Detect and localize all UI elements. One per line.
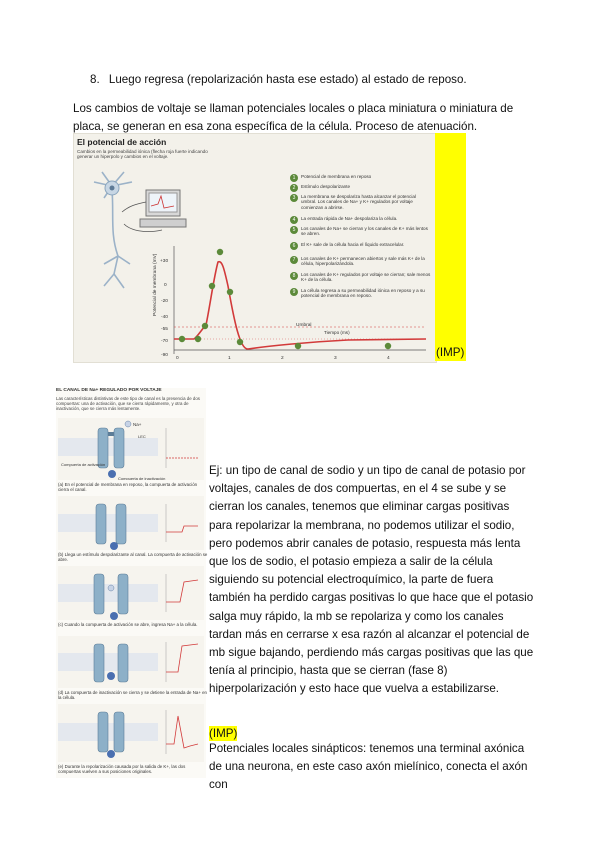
list-item-step-8 [90, 71, 570, 89]
activation-gate-label: Compuerta de activación [61, 462, 106, 467]
legend-item: La célula regresa a su permeabilidad iónica en reposo y a su potencial de membrana en reposo. [301, 288, 425, 299]
marker-3 [202, 323, 208, 329]
marker-4 [209, 283, 215, 289]
list-number: 8. [90, 73, 100, 86]
caption-c: (c) Cuando la compuerta de activación se abre, ingresa Na+ a la célula. [58, 622, 198, 627]
legend-item: Los canales de Na+ se cierran y los canales de K+ más lentos se abren. [301, 226, 428, 237]
y-tick: -90 [161, 353, 168, 358]
x-tick: 0 [176, 356, 179, 361]
figure-title: El potencial de acción [77, 137, 167, 147]
x-tick: 3 [334, 356, 337, 361]
figure2-title: EL CANAL DE Na+ REGULADO POR VOLTAJE [56, 388, 162, 393]
marker-6 [227, 289, 233, 295]
lec-label: LEC [138, 434, 146, 439]
caption-d: (d) La compuerta de inactivación se cierra y se detiene la entrada de Na+ en la célula. [58, 690, 208, 701]
legend-item: Estímulo despolarizante [301, 184, 351, 189]
caption-b: (b) Llega un estímulo despolarizante al canal. La compuerta de activación se abre. [58, 552, 208, 563]
figure-legend: 1 Potencial de membrana en reposo 2 Estímulo despolarizante 3 La membrana se despolariza hasta alcanzar el potencial umbral. Los canales de Na+ y K+ regulados por voltaje comienzan a abrirse. 4 La entrada rápida de Na+ despolariza la célula. 5 Los canales de Na+ se cierran y los canales de K+ más lentos se abren. 6 El K+ sale de la célula hacia el líquido extracelular. 7 Los canales de K+ permanecen abiertos y sale más K+ de la célula, hiperpolarizándola. 8 Los canales de K+ regulados por voltaje se cierran; sale menos K+ de la célula. 9 La célula regresa a su permeabilidad iónica en reposo y a su potencial de membrana en reposo. [290, 174, 432, 314]
x-tick: 2 [281, 356, 284, 361]
y-axis-label: Potencial de membrana (mV) [153, 253, 158, 316]
legend-item: La membrana se despolariza hasta alcanzar el potencial umbral. Los canales de Na+ y K+ regulados por voltaje comienzan a abrirse. [301, 194, 416, 210]
y-tick: 0 [164, 283, 167, 288]
imp-label-2: (IMP) [209, 727, 238, 740]
legend-item: La entrada rápida de Na+ despolariza la célula. [301, 216, 398, 221]
y-tick: +30 [160, 259, 169, 264]
y-tick: -55 [161, 327, 168, 332]
marker-2 [195, 336, 201, 342]
x-axis-unit: Tiempo (ms) [324, 330, 350, 335]
inactivation-gate-label: Compuerta de inactivación [118, 476, 166, 480]
channel-panel-a [58, 418, 204, 480]
channel-panel-c [58, 566, 204, 620]
legend-item: Los canales de K+ regulados por voltaje se cierran; sale menos K+ de la célula. [301, 272, 431, 283]
legend-item: Potencial de membrana en reposo [301, 174, 372, 179]
marker-1 [179, 336, 185, 342]
intro-paragraph: Los cambios de voltaje se llaman potenciales locales o placa miniatura o miniatura de placa, se generan en esa zona específica de la célula. Proceso de atenuación. [73, 102, 514, 134]
highlight-bar [435, 133, 466, 361]
legend-item: El K+ sale de la célula hacia el líquido extracelular. [301, 242, 405, 247]
channel-panel-b [58, 496, 204, 550]
figure2-intro: Las características distintivas de este tipo de canal es la presencia de dos compuertas: una de activación, que se cierra rápidamente, y otra de inactivación, que se cierra más lentamente. [56, 396, 200, 412]
figure-subtitle: Cambios en la permeabilidad iónica (flecha roja fuerte indicando generar un hiperpolo y cambios en el voltaje. [77, 149, 208, 160]
channel-panel-e [58, 704, 204, 762]
x-tick: 1 [228, 356, 231, 361]
caption-a: (a) En el potencial de membrana en reposo, la compuerta de activación cierra el canal. [58, 482, 198, 493]
marker-7 [237, 339, 243, 345]
local-potentials-paragraph: Potenciales locales sinápticos: tenemos una terminal axónica de una neurona, en este caso axón mielínico, conecta el axón con [209, 742, 528, 792]
marker-5 [217, 249, 223, 255]
legend-item: Los canales de K+ permanecen abiertos y sale más K+ de la célula, hiperpolarizándola. [301, 256, 425, 267]
caption-e: (e) Durante la repolarización causada por la salida de K+, las dos compuertas vuelven a sus posiciones originales. [58, 764, 186, 775]
x-tick: 4 [387, 356, 390, 361]
y-tick: -70 [161, 339, 168, 344]
threshold-label: Umbral [296, 323, 312, 328]
example-paragraph: Ej: un tipo de canal de sodio y un tipo de canal de potasio por voltajes, canales de dos compuertas, en el 4 se sube y se cierran los canales, tenemos que eliminar cargas positivas para repolarizar la membrana, no podemos utilizar el sodio, pero podemos abrir canales de potasio, respuesta más lenta que los de sodio, el potasio empieza a salir de la célula siguiendo su potencial electroquímico, la parte de fuera también ha perdido cargas positivas lo que hace que el potasio salga muy rápido, la mb se repolariza y como los canales tardan más en cerrarse x esa razón al alcanzar el potencial de mb sigue bajando, perdiendo más cargas positivas que las que tenía al principio, hasta que se cierran (fase 8) hiperpolarización y esto hace que vuelva a estabilizarse. [209, 464, 534, 696]
y-tick: -20 [161, 299, 168, 304]
marker-8 [295, 343, 301, 349]
action-potential-figure [73, 133, 437, 363]
na-label: Na+ [133, 422, 142, 427]
channel-panel-d [58, 636, 204, 688]
list-text: Luego regresa (repolarización hasta ese estado) al estado de reposo. [108, 73, 467, 86]
imp-label: (IMP) [436, 346, 465, 359]
y-tick: -40 [161, 315, 168, 320]
marker-9 [385, 343, 391, 349]
